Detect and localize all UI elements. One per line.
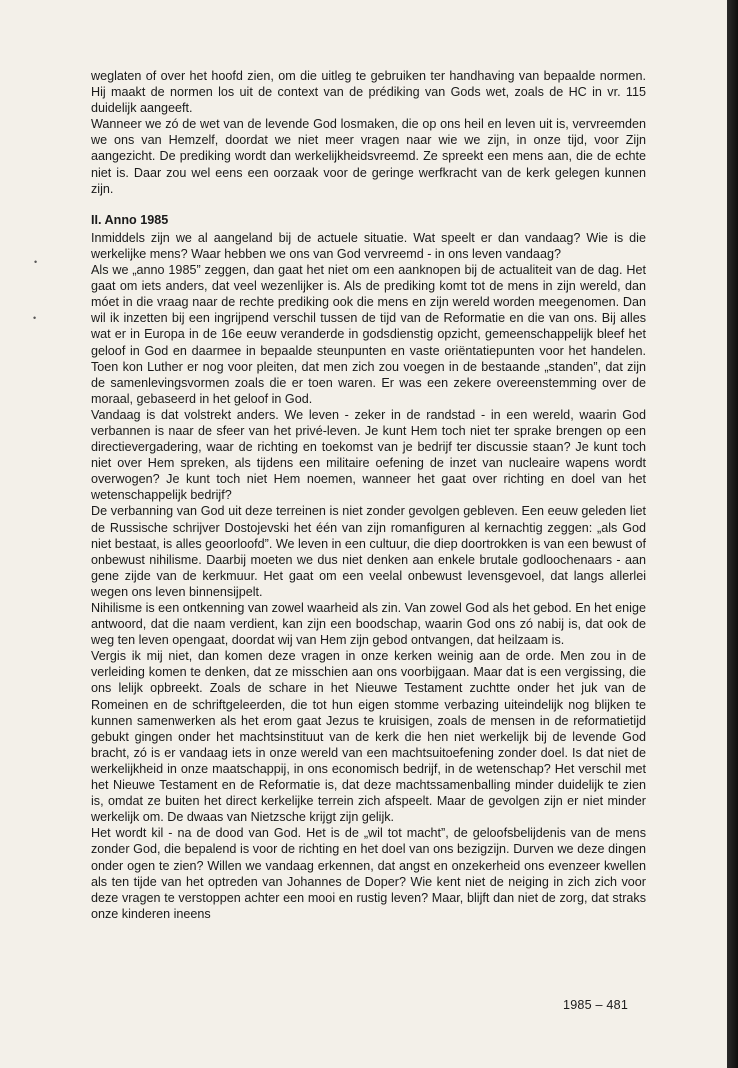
book-gutter [727,0,738,1068]
paragraph: Vandaag is dat volstrekt anders. We leven - zeker in de randstad - in een wereld, waarin God verbannen is naar de sfeer van het privé-leven. Je kunt Hem toch niet ter sprake brengen op een directievergadering, waar de richting en toekomst van je bedrijf ter discussie staan? Je kunt toch niet over Hem spreken, als tijdens een militaire oefening de inzet van nucleaire wapens wordt overwogen? Je kunt toch niet Hem noemen, wanneer het gaat over richting en doel van het wetenschappelijk bedrijf? [91,407,646,503]
article-body [91,68,646,922]
paragraph: Als we „anno 1985” zeggen, dan gaat het niet om een aanknopen bij de actualiteit van de dag. Het gaat om iets anders, dat veel wezenlijker is. Als de prediking komt tot de mens in zijn wereld, dan móet in die vraag naar de rechte prediking ook die mens en zijn wereld worden meegenomen. Dan wil ik inzetten bij een ingrijpend verschil tussen de tijd van de Reformatie en die van ons. Bij alles wat er in Europa in de 16e eeuw veranderde in godsdienstig opzicht, gemeenschappelijk bleef het geloof in God en daarmee in bepaalde steunpunten en vaste oriëntatiepunten voor het handelen. Toen kon Luther er nog voor pleiten, dat men zich zou voegen in de bestaande „standen”, dat zijn de samenlevingsvormen zoals die er toen waren. Er was een zekere overeenstemming over de moraal, gebaseerd in het geloof in God. [91,263,646,406]
section-heading: II. Anno 1985 [91,212,169,227]
page-number: 1985 – 481 [563,998,629,1012]
margin-speck: • [34,257,38,267]
margin-speck: • [33,313,37,323]
paragraph: weglaten of over het hoofd zien, om die uitleg te gebruiken ter handhaving van bepaalde normen. Hij maakt de normen los uit de context van de prédiking van Gods wet, zoals de HC in vr. 115 duidelijk aangeeft. [91,69,646,116]
paragraph: Vergis ik mij niet, dan komen deze vragen in onze kerken weinig aan de orde. Men zou in de verleiding komen te denken, dat ze misschien aan ons voorbijgaan. Maar dat is een vergissing, die ons lelijk opbreekt. Zoals de schare in het Nieuwe Testament zuchtte onder het juk van de Romeinen en de schriftgeleerden, die tot hun eigen stomme verbazing uiteindelijk nog blijken te kunnen samenwerken als het erom gaat Jezus te kruisigen, zoals de mensen in de reformatietijd gebukt gingen onder het machtsinstituut van de kerk die hen niet werkelijk bij de levende God bracht, zó is er vandaag iets in onze wereld van een machtsuitoefening zonder doel. Is dat niet de werkelijkheid in onze maatschappij, in ons economisch bedrijf, in de wetenschap? Het verschil met het Nieuwe Testament en de Reformatie is, dat deze machtssamenballing minder duidelijk te zien is, omdat ze buiten het direct kerkelijke terrein zich afspeelt. Maar de gevolgen zijn er niet minder werkelijk om. De dwaas van Nietzsche krijgt zijn gelijk. [91,649,646,825]
paragraph: De verbanning van God uit deze terreinen is niet zonder gevolgen gebleven. Een eeuw geleden liet de Russische schrijver Dostojevski het één van zijn romanfiguren al kernachtig zeggen: „als God niet bestaat, is alles geoorloofd”. We leven in een cultuur, die diep doortrokken is van een bewust of onbewust nihilisme. Daarbij moeten we dus niet denken aan enkele brutale godloochenaars - aan gene zijde van de kerkmuur. Het gaat om een veelal onbewust levensgevoel, dat langs allerlei wegen ons leven binnensijpelt. [91,504,646,599]
paragraph: Inmiddels zijn we al aangeland bij de actuele situatie. Wat speelt er dan vandaag? Wie is die werkelijke mens? Waar hebben we ons van God vervreemd - in ons leven vandaag? [91,230,646,261]
paragraph: Wanneer we zó de wet van de levende God losmaken, die op ons heil en leven uit is, vervreemden we ons van Hemzelf, doordat we niet meer vragen naar wie we zijn, in onze tijd, voor Zijn aangezicht. De prediking wordt dan werkelijkheidsvreemd. Ze spreekt een mens aan, die de echte niet is. Daar zou wel eens een oorzaak voor de geringe werfkracht van de kerk gelegen kunnen zijn. [91,117,646,196]
paragraph: Het wordt kil - na de dood van God. Het is de „wil tot macht”, de geloofsbelijdenis van de mens zonder God, die bepalend is voor de richting en het doel van ons bezigzijn. Durven we deze dingen onder ogen te zien? Willen we vandaag erkennen, dat angst en onzekerheid ons evenzeer kwellen als ten tijde van het optreden van Johannes de Doper? Wie kent niet de neiging in zich zich voor deze vragen te verstoppen achter een mooi en rustig leven? Maar, blijft dan niet de zorg, dat straks onze kinderen ineens [91,826,646,921]
paragraph: Nihilisme is een ontkenning van zowel waarheid als zin. Van zowel God als het gebod. En het enige antwoord, dat die naam verdient, kan zijn een boodschap, waarin God ons zó nabij is, dat ook de weg ten leven opengaat, doordat wij van Hem zijn gebod ontvangen, dat heilzaam is. [91,601,646,648]
